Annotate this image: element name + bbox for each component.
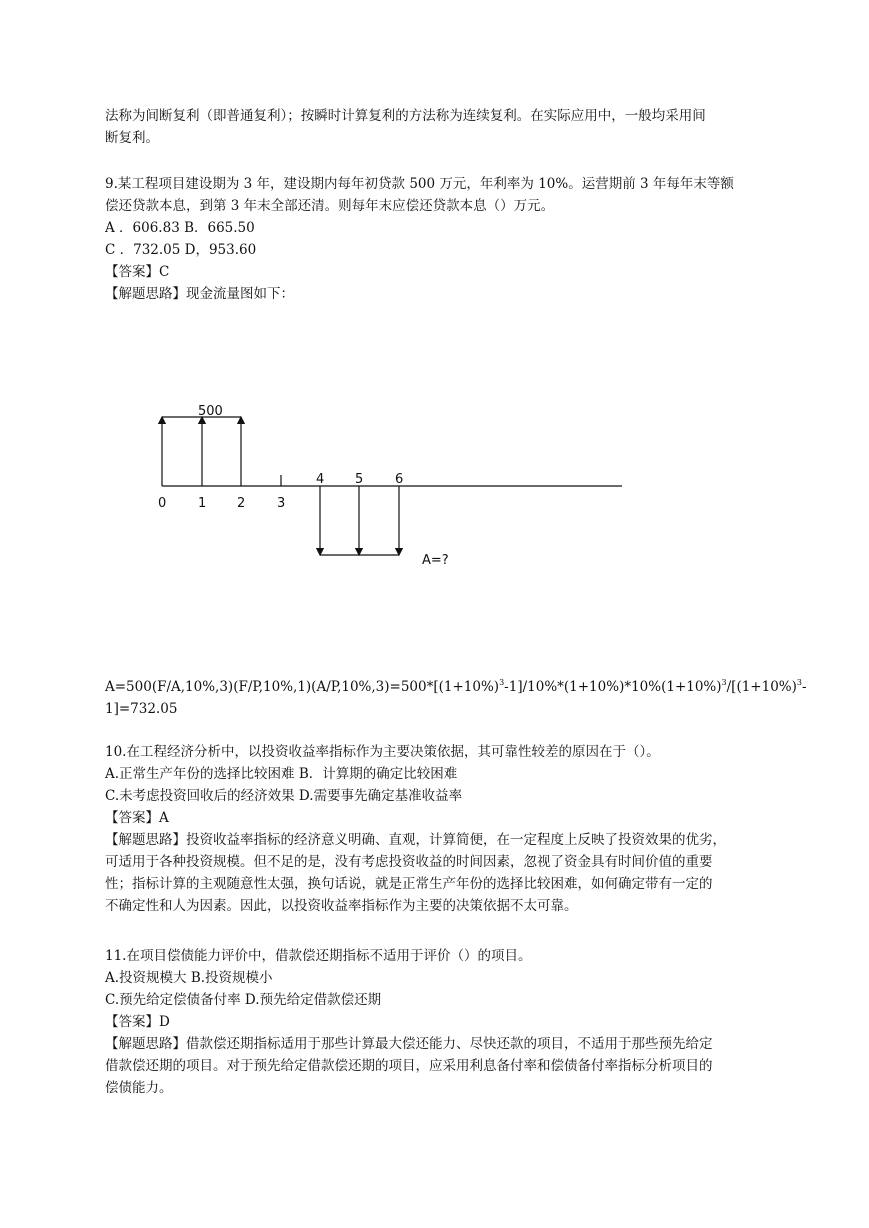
period-label: 1 xyxy=(198,496,207,511)
question-stem: 9.某工程项目建设期为 3 年，建设期内每年初贷款 500 万元，年利率为 10%。运营期前 3 年每年末等额 xyxy=(105,176,734,192)
formula-text: - xyxy=(801,679,807,695)
period-label: 6 xyxy=(395,472,404,487)
options-line: C ．732.05 D，953.60 xyxy=(105,242,257,258)
formula xyxy=(105,676,807,720)
analysis-line: 【解题思路】投资收益率指标的经济意义明确、直观，计算简便，在一定程度上反映了投资效果的优劣， xyxy=(105,832,726,848)
text-line: 法称为间断复利（即普通复利）；按瞬时计算复利的方法称为连续复利。在实际应用中，一般均采用间 xyxy=(105,108,706,124)
period-label: 5 xyxy=(355,472,364,487)
intro-paragraph xyxy=(105,105,789,149)
period-label: 4 xyxy=(316,472,325,487)
options-line: A ．606.83 B．665.50 xyxy=(105,220,255,236)
analysis-line: 性；指标计算的主观随意性太强，换句话说，就是正常生产年份的选择比较困难，如何确定带有一定的 xyxy=(105,876,713,892)
analysis-line: 偿债能力。 xyxy=(105,1080,173,1096)
formula-text: -1]/10%*(1+10%)*10%(1+10%) xyxy=(504,679,722,695)
answer: 【答案】A xyxy=(105,810,169,826)
analysis-label: 【解题思路】现金流量图如下： xyxy=(105,286,294,302)
formula-line: 1]=732.05 xyxy=(105,701,178,717)
question-stem: 11.在项目偿债能力评价中，借款偿还期指标不适用于评价（）的项目。 xyxy=(105,948,532,964)
text-line: 断复利。 xyxy=(105,130,159,146)
loan-amount-label: 500 xyxy=(198,404,223,419)
cash-flow-diagram xyxy=(150,395,630,575)
question-11 xyxy=(105,945,789,1099)
options-line: A.投资规模大 B.投资规模小 xyxy=(105,970,273,986)
question-stem: 10.在工程经济分析中，以投资收益率指标作为主要决策依据，其可靠性较差的原因在于（）。 xyxy=(105,744,660,760)
question-9 xyxy=(105,173,789,305)
formula-text: A=500(F/A,10%,3)(F/P,10%,1)(A/P,10%,3)=500*[(1+10%) xyxy=(105,679,500,695)
analysis-line: 借款偿还期的项目。对于预先给定借款偿还期的项目，应采用利息备付率和偿债备付率指标分析项目的 xyxy=(105,1058,713,1074)
period-label: 0 xyxy=(158,496,167,511)
question-10 xyxy=(105,741,789,917)
analysis-line: 不确定性和人为因素。因此，以投资收益率指标作为主要的决策依据不太可靠。 xyxy=(105,898,578,914)
formula-line xyxy=(105,676,807,698)
formula-text: /[(1+10%) xyxy=(726,679,797,695)
period-label: 2 xyxy=(237,496,246,511)
period-label: 3 xyxy=(277,496,286,511)
exponent: 3 xyxy=(499,678,505,687)
question-stem: 偿还贷款本息，到第 3 年末全部还清。则每年末应偿还贷款本息（）万元。 xyxy=(105,198,555,214)
options-line: A.正常生产年份的选择比较困难 B．计算期的确定比较困难 xyxy=(105,766,458,782)
analysis-line: 可适用于各种投资规模。但不足的是，没有考虑投资收益的时间因素，忽视了资金具有时间价值的重要 xyxy=(105,854,713,870)
analysis-line: 【解题思路】借款偿还期指标适用于那些计算最大偿还能力、尽快还款的项目，不适用于那些预先给定 xyxy=(105,1036,713,1052)
options-line: C.预先给定偿债备付率 D.预先给定借款偿还期 xyxy=(105,992,382,1008)
exponent: 3 xyxy=(721,678,727,687)
exponent: 3 xyxy=(796,678,802,687)
answer: 【答案】C xyxy=(105,264,170,280)
options-line: C.未考虑投资回收后的经济效果 D.需要事先确定基准收益率 xyxy=(105,788,463,804)
payment-label: A=? xyxy=(422,553,449,568)
answer: 【答案】D xyxy=(105,1014,170,1030)
